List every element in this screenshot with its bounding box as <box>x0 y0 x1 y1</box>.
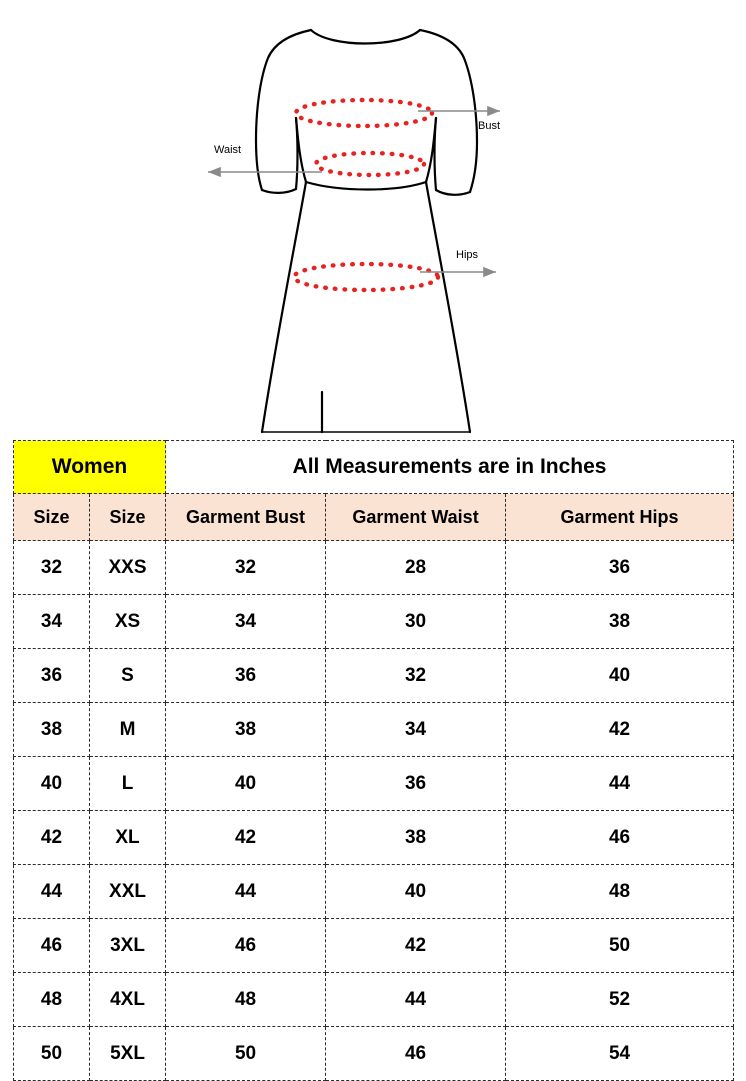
header-size-alpha: Size <box>90 494 166 541</box>
cell-waist: 42 <box>326 919 506 973</box>
cell-size-numeric: 44 <box>14 865 90 919</box>
cell-size-alpha: 5XL <box>90 1027 166 1081</box>
cell-waist: 32 <box>326 649 506 703</box>
cell-hips: 44 <box>506 757 734 811</box>
cell-size-numeric: 48 <box>14 973 90 1027</box>
cell-bust: 48 <box>166 973 326 1027</box>
cell-waist: 40 <box>326 865 506 919</box>
table-row <box>14 649 734 703</box>
table-row <box>14 973 734 1027</box>
cell-hips: 50 <box>506 919 734 973</box>
cell-hips: 46 <box>506 811 734 865</box>
cell-size-alpha: 4XL <box>90 973 166 1027</box>
cell-size-alpha: M <box>90 703 166 757</box>
title-women-cell: Women <box>14 441 166 494</box>
table-row <box>14 1027 734 1081</box>
table-row <box>14 757 734 811</box>
cell-size-alpha: 3XL <box>90 919 166 973</box>
measurement-diagram <box>0 0 746 440</box>
cell-bust: 46 <box>166 919 326 973</box>
title-measurements-cell: All Measurements are in Inches <box>166 441 734 494</box>
cell-bust: 44 <box>166 865 326 919</box>
table-row <box>14 865 734 919</box>
table-row <box>14 919 734 973</box>
cell-bust: 50 <box>166 1027 326 1081</box>
cell-size-alpha: S <box>90 649 166 703</box>
cell-bust: 32 <box>166 541 326 595</box>
cell-size-numeric: 50 <box>14 1027 90 1081</box>
cell-bust: 38 <box>166 703 326 757</box>
cell-hips: 36 <box>506 541 734 595</box>
cell-hips: 48 <box>506 865 734 919</box>
cell-size-alpha: XL <box>90 811 166 865</box>
cell-hips: 38 <box>506 595 734 649</box>
cell-bust: 40 <box>166 757 326 811</box>
cell-size-numeric: 46 <box>14 919 90 973</box>
cell-waist: 28 <box>326 541 506 595</box>
cell-size-numeric: 38 <box>14 703 90 757</box>
dress-illustration <box>0 0 746 440</box>
hips-marker <box>294 264 438 290</box>
cell-waist: 46 <box>326 1027 506 1081</box>
size-table-container <box>13 440 733 1081</box>
table-header-row <box>14 494 734 541</box>
cell-size-alpha: XXS <box>90 541 166 595</box>
size-table <box>13 440 734 1081</box>
table-row <box>14 541 734 595</box>
cell-size-alpha: XXL <box>90 865 166 919</box>
bust-label: Bust <box>478 120 501 132</box>
cell-hips: 54 <box>506 1027 734 1081</box>
cell-size-numeric: 32 <box>14 541 90 595</box>
size-table-body <box>14 441 734 1081</box>
cell-hips: 52 <box>506 973 734 1027</box>
cell-bust: 36 <box>166 649 326 703</box>
cell-hips: 40 <box>506 649 734 703</box>
table-row <box>14 703 734 757</box>
cell-hips: 42 <box>506 703 734 757</box>
cell-size-alpha: XS <box>90 595 166 649</box>
cell-waist: 38 <box>326 811 506 865</box>
header-garment-waist: Garment Waist <box>326 494 506 541</box>
cell-bust: 42 <box>166 811 326 865</box>
cell-size-numeric: 42 <box>14 811 90 865</box>
cell-waist: 36 <box>326 757 506 811</box>
hips-label: Hips <box>456 249 479 261</box>
cell-waist: 34 <box>326 703 506 757</box>
table-title-row <box>14 441 734 494</box>
header-garment-bust: Garment Bust <box>166 494 326 541</box>
cell-size-numeric: 36 <box>14 649 90 703</box>
cell-bust: 34 <box>166 595 326 649</box>
waist-label: Waist <box>214 144 242 156</box>
waist-marker <box>316 153 424 175</box>
cell-size-numeric: 40 <box>14 757 90 811</box>
bust-marker <box>296 100 432 126</box>
header-garment-hips: Garment Hips <box>506 494 734 541</box>
table-row <box>14 595 734 649</box>
cell-waist: 44 <box>326 973 506 1027</box>
header-size-numeric: Size <box>14 494 90 541</box>
cell-size-numeric: 34 <box>14 595 90 649</box>
cell-waist: 30 <box>326 595 506 649</box>
table-row <box>14 811 734 865</box>
cell-size-alpha: L <box>90 757 166 811</box>
